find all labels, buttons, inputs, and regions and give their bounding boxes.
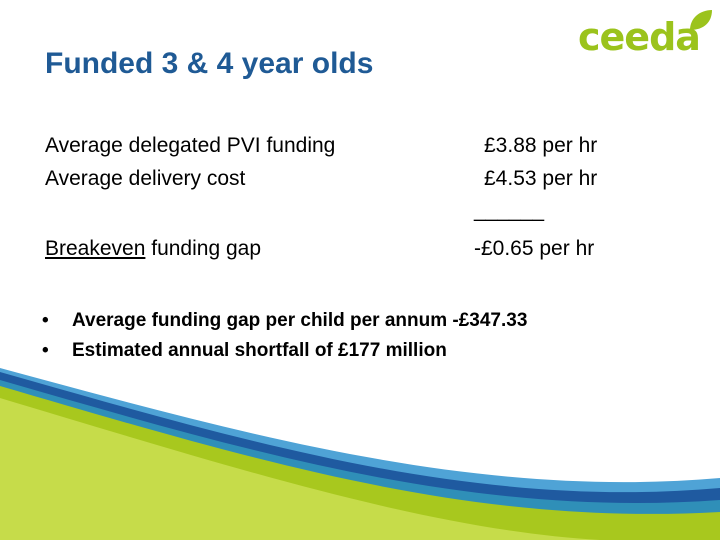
list-item	[42, 336, 527, 366]
delivery-cost-label: Average delivery cost	[45, 167, 246, 190]
bullet-text: Average funding gap per child per annum -£347.33	[72, 310, 528, 331]
logo-text: ceeda	[578, 15, 700, 59]
sum-separator: ______	[474, 199, 545, 222]
bullet-icon: •	[42, 340, 49, 361]
delivery-cost-value: £4.53 per hr	[484, 167, 598, 190]
pvi-funding-label: Average delegated PVI funding	[45, 134, 336, 157]
breakeven-word: Breakeven	[45, 237, 146, 260]
breakeven-rest: funding gap	[145, 237, 262, 260]
bullet-list	[42, 306, 527, 366]
bullet-text: Estimated annual shortfall of £177 million	[72, 340, 447, 361]
breakeven-gap-value: -£0.65 per hr	[474, 237, 595, 260]
breakeven-gap-label	[45, 236, 261, 262]
bullet-icon: •	[42, 310, 49, 331]
page-title: Funded 3 & 4 year olds	[45, 47, 374, 80]
pvi-funding-value: £3.88 per hr	[484, 134, 598, 157]
list-item	[42, 306, 527, 336]
